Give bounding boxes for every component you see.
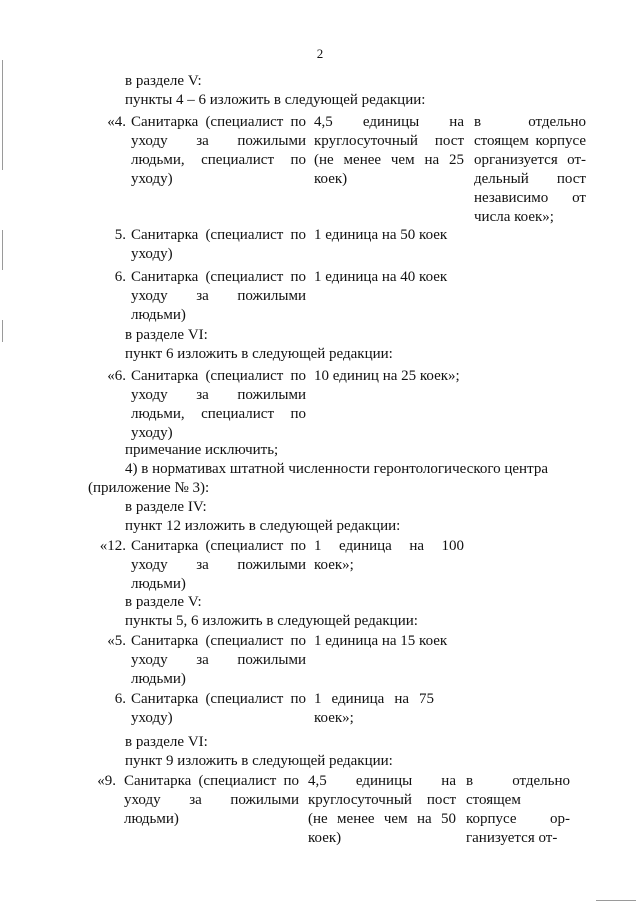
row-number: «6. <box>107 368 126 384</box>
position-cell: Санитарка (специалист по уходу за пожилыми людьми, специалист по уходу) <box>131 368 306 441</box>
scan-edge-mark <box>596 900 636 901</box>
norm-cell: 1 единица на 15 коек <box>314 633 448 649</box>
norm-cell: 1 единица на 40 коек <box>314 269 448 285</box>
position-cell: Санитарка (специалист по уходу за пожилыми людьми) <box>131 538 306 592</box>
norm-cell: 4,5 единицы на круглосуточный пост (не менее чем на 25 коек) <box>314 114 464 187</box>
paragraph-4-line: 4) в нормативах штатной численности геронтологического центра <box>125 461 548 477</box>
row-number: 6. <box>114 269 126 285</box>
paragraph-4-line: (приложение № 3): <box>88 480 210 496</box>
row-number: 5. <box>114 227 126 243</box>
norm-cell: 1 единица на 75 коек»; <box>314 691 434 726</box>
section-heading: в разделе VI: <box>125 734 208 750</box>
section-heading: в разделе V: <box>125 594 202 610</box>
scan-edge-mark <box>2 320 3 342</box>
note-exclusion: примечание исключить; <box>125 442 279 458</box>
norm-cell: 10 единиц на 25 коек»; <box>314 368 460 384</box>
norm-cell: 4,5 единицы на круглосуточный пост (не менее чем на 50 коек) <box>308 773 456 846</box>
section-heading: в разделе V: <box>125 73 202 89</box>
page-number: 2 <box>316 46 324 61</box>
position-cell: Санитарка (специалист по уходу за пожилыми людьми) <box>131 633 306 687</box>
row-number: «9. <box>97 773 116 789</box>
amend-instruction: пункт 9 изложить в следующей редакции: <box>125 753 393 769</box>
position-cell: Санитарка (специалист по уходу) <box>131 691 306 726</box>
amend-instruction: пункты 5, 6 изложить в следующей редакции: <box>125 613 418 629</box>
amend-instruction: пункты 4 – 6 изложить в следующей редакции: <box>125 92 426 108</box>
position-cell: Санитарка (специалист по уходу за пожилыми людьми, специалист по уходу) <box>131 114 306 187</box>
row-number: «5. <box>107 633 126 649</box>
note-cell: в отдельно стоящем корпусе организуется от- дельный пост независимо от числа коек»; <box>474 114 586 225</box>
norm-cell: 1 единица на 100 коек»; <box>314 538 464 573</box>
scan-edge-mark <box>2 60 3 170</box>
amend-instruction: пункт 12 изложить в следующей редакции: <box>125 518 401 534</box>
row-number: «12. <box>99 538 126 554</box>
position-cell: Санитарка (специалист по уходу) <box>131 227 306 262</box>
position-cell: Санитарка (специалист по уходу за пожилыми людьми) <box>131 269 306 323</box>
row-number: «4. <box>107 114 126 130</box>
note-cell: в отдельно стоящем корпусе ор- ганизуется от- <box>466 773 570 846</box>
section-heading: в разделе IV: <box>125 499 207 515</box>
row-number: 6. <box>114 691 126 707</box>
section-heading: в разделе VI: <box>125 327 208 343</box>
scan-edge-mark <box>2 230 3 270</box>
position-cell: Санитарка (специалист по уходу за пожилыми людьми) <box>124 773 299 827</box>
norm-cell: 1 единица на 50 коек <box>314 227 448 243</box>
amend-instruction: пункт 6 изложить в следующей редакции: <box>125 346 393 362</box>
